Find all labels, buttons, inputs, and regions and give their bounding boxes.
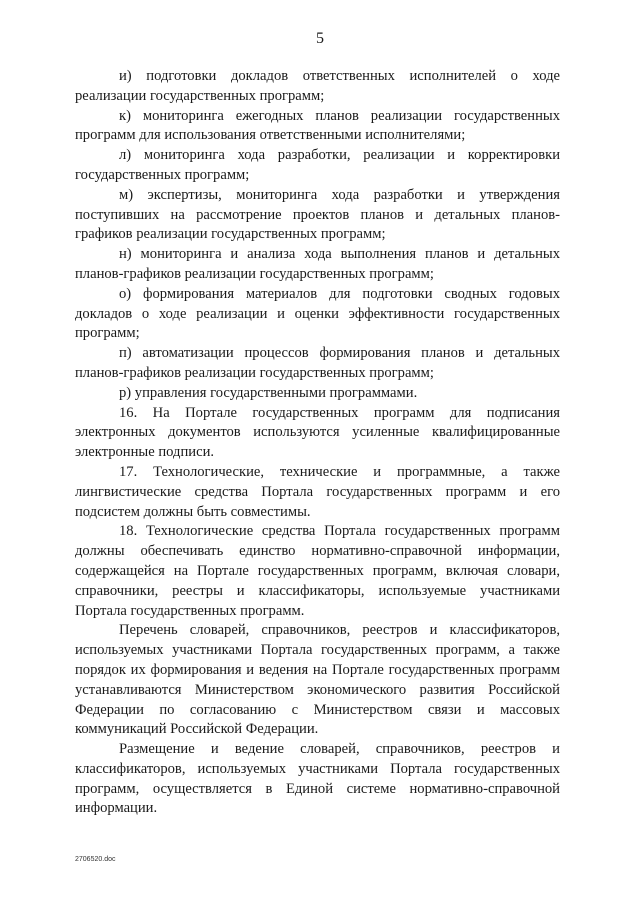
paragraph-18-placement: Размещение и ведение словарей, справочников, реестров и классификаторов, используемых участниками Портала государственных программ, осуществляется в Единой системе нормативно-справочной информации. [75, 741, 560, 817]
paragraph-18-list: Перечень словарей, справочников, реестров и классификаторов, используемых участниками Портала государственных программ, а также порядок их формирования и ведения на Портале государственных программ устанавливаются Министерством экономического развития Российской Федерации по согласованию с Министерством связи и массовых коммуникаций Российской Федерации. [75, 622, 560, 738]
page-number: 5 [316, 30, 324, 47]
paragraph-item-p: п) автоматизации процессов формирования планов и детальных планов-графиков реализации государственных программ; [75, 345, 560, 381]
paragraph-item-n: н) мониторинга и анализа хода выполнения планов и детальных планов-графиков реализации государственных программ; [75, 246, 560, 282]
paragraph-item-o: о) формирования материалов для подготовки сводных годовых докладов о ходе реализации и оценки эффективности государственных программ; [75, 285, 560, 342]
paragraph-16: 16. На Портале государственных программ для подписания электронных документов используются усиленные квалифицированные электронные подписи. [75, 404, 560, 461]
document-body [75, 67, 560, 819]
paragraph-item-r: р) управления государственными программами. [119, 384, 418, 401]
paragraph-item-l: л) мониторинга хода разработки, реализации и корректировки государственных программ; [75, 147, 560, 183]
paragraph-item-k: к) мониторинга ежегодных планов реализации государственных программ для использования ответственными исполнителями; [75, 107, 560, 144]
paragraph-item-m: м) экспертизы, мониторинга хода разработки и утверждения поступивших на рассмотрение проектов планов и детальных планов-графиков реализации государственных программ; [75, 186, 560, 243]
document-footer: 2706520.doc [75, 856, 116, 863]
paragraph-18: 18. Технологические средства Портала государственных программ должны обеспечивать единство нормативно-справочной информации, содержащейся на Портале государственных программ, включая словари, справочники, реестры и классификаторы, используемые участниками Портала государственных программ. [75, 523, 560, 619]
paragraph-17: 17. Технологические, технические и программные, а также лингвистические средства Портала государственных программ и его подсистем должны быть совместимы. [75, 463, 560, 520]
paragraph-item-i: и) подготовки докладов ответственных исполнителей о ходе реализации государственных программ; [75, 68, 560, 104]
